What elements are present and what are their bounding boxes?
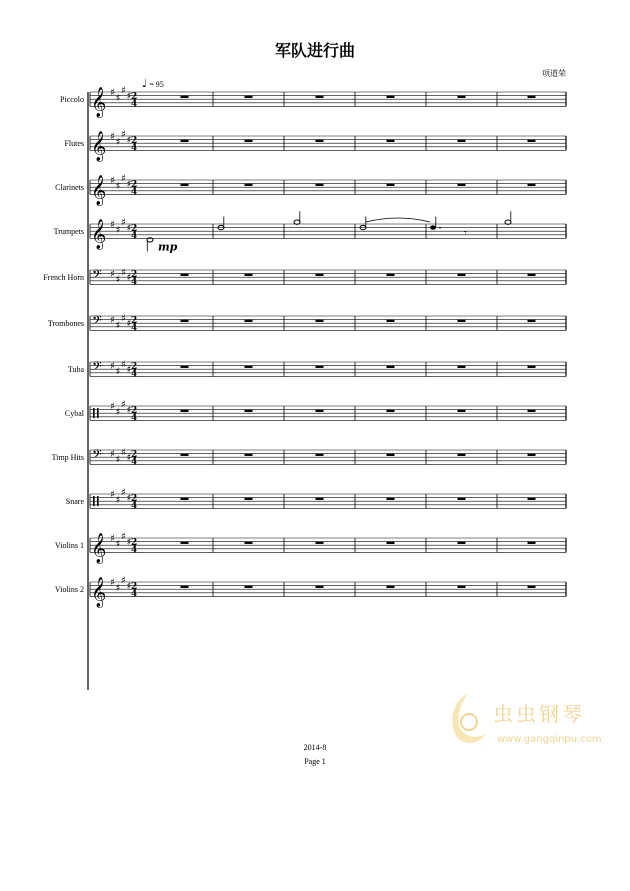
measure-rest — [387, 410, 395, 412]
time-signature-top: 2 — [131, 582, 138, 592]
sharp-icon: ♯ — [115, 494, 121, 506]
sharp-icon: ♯ — [110, 175, 115, 187]
treble-clef-icon: 𝄞 — [91, 533, 107, 564]
quarter-note-icon: ♩ — [142, 77, 148, 90]
measure-rest — [181, 498, 189, 500]
measure-rest — [245, 184, 253, 186]
time-signature-bottom: 4 — [131, 143, 138, 154]
measure-rest — [181, 274, 189, 276]
watermark-url: www.gangqinpu.com — [497, 734, 602, 745]
time-signature-top: 2 — [131, 180, 138, 190]
measure-rest — [245, 498, 253, 500]
measure-rest — [316, 96, 324, 98]
time-signature-bottom: 4 — [131, 457, 138, 468]
sharp-icon: ♯ — [121, 575, 126, 587]
sharp-icon: ♯ — [115, 406, 121, 418]
measure-rest — [245, 586, 253, 588]
sharp-icon: ♯ — [121, 85, 126, 97]
instrument-label: Cybal — [64, 409, 84, 418]
sharp-icon: ♯ — [115, 538, 121, 550]
sharp-icon: ♯ — [110, 87, 115, 99]
measure-rest — [458, 498, 466, 500]
measure-rest — [245, 274, 253, 276]
measure-rest — [181, 320, 189, 322]
footer-date: 2014-8 — [303, 743, 327, 752]
measure-rest — [245, 320, 253, 322]
time-signature-bottom: 4 — [131, 187, 138, 198]
sharp-icon: ♯ — [115, 274, 121, 286]
time-signature-top: 2 — [131, 494, 138, 504]
percussion-clef-icon — [93, 408, 95, 418]
measure-rest — [181, 184, 189, 186]
sharp-icon: ♯ — [110, 449, 115, 461]
measure-rest — [181, 586, 189, 588]
time-signature-top: 2 — [131, 92, 138, 102]
sharp-icon: ♯ — [126, 223, 132, 235]
sharp-icon: ♯ — [126, 318, 132, 330]
sharp-icon: ♯ — [110, 577, 115, 589]
watermark — [445, 690, 630, 760]
treble-clef-icon: 𝄞 — [91, 131, 107, 162]
bass-clef-icon: 𝄢 — [92, 447, 102, 465]
time-signature-bottom: 4 — [131, 231, 138, 242]
treble-clef-icon: 𝄞 — [91, 577, 107, 608]
quarter-note — [430, 225, 436, 229]
treble-clef-icon: 𝄞 — [91, 219, 107, 250]
sharp-icon: ♯ — [126, 364, 132, 376]
measure-rest — [316, 274, 324, 276]
sharp-icon: ♯ — [121, 531, 126, 543]
page-number: Page 1 — [304, 757, 326, 766]
measure-rest — [316, 366, 324, 368]
measure-rest — [458, 274, 466, 276]
sharp-icon: ♯ — [121, 313, 126, 325]
time-signature-bottom: 4 — [131, 369, 138, 380]
sharp-icon: ♯ — [126, 91, 132, 103]
measure-rest — [458, 586, 466, 588]
eighth-rest-icon: 𝄾 — [464, 228, 467, 239]
sharp-icon: ♯ — [126, 135, 132, 147]
watermark-text: 虫虫钢琴 — [493, 702, 585, 726]
sharp-icon: ♯ — [115, 92, 121, 104]
instrument-label: Snare — [65, 497, 84, 506]
measure-rest — [181, 366, 189, 368]
sharp-icon: ♯ — [126, 405, 132, 417]
measure-rest — [387, 140, 395, 142]
sharp-icon: ♯ — [126, 272, 132, 284]
sharp-icon: ♯ — [110, 219, 115, 231]
measure-rest — [528, 274, 536, 276]
time-signature-bottom: 4 — [131, 277, 138, 288]
watermark-logo-icon — [445, 690, 491, 750]
measure-rest — [181, 96, 189, 98]
measure-rest — [528, 410, 536, 412]
sharp-icon: ♯ — [115, 454, 121, 466]
sharp-icon: ♯ — [110, 361, 115, 373]
sharp-icon: ♯ — [126, 179, 132, 191]
instrument-label: French Horn — [43, 273, 84, 282]
measure-rest — [528, 454, 536, 456]
measure-rest — [528, 366, 536, 368]
measure-rest — [458, 320, 466, 322]
measure-rest — [316, 140, 324, 142]
sharp-icon: ♯ — [126, 581, 132, 593]
time-signature-bottom: 4 — [131, 323, 138, 334]
sharp-icon: ♯ — [110, 269, 115, 281]
sharp-icon: ♯ — [110, 401, 115, 413]
measure-rest — [245, 542, 253, 544]
sharp-icon: ♯ — [110, 315, 115, 327]
measure-rest — [316, 184, 324, 186]
tempo-value: = 95 — [149, 80, 164, 89]
measure-rest — [458, 184, 466, 186]
time-signature-top: 2 — [131, 316, 138, 326]
sharp-icon: ♯ — [115, 582, 121, 594]
time-signature-top: 2 — [131, 450, 138, 460]
treble-clef-icon: 𝄞 — [91, 175, 107, 206]
instrument-label: Violins 1 — [54, 541, 84, 550]
measure-rest — [528, 586, 536, 588]
sharp-icon: ♯ — [121, 267, 126, 279]
time-signature-bottom: 4 — [131, 501, 138, 512]
measure-rest — [245, 96, 253, 98]
measure-rest — [316, 586, 324, 588]
time-signature-top: 2 — [131, 136, 138, 146]
bass-clef-icon: 𝄢 — [92, 359, 102, 377]
time-signature-top: 2 — [131, 270, 138, 280]
bass-clef-icon: 𝄢 — [92, 313, 102, 331]
instrument-label: Timp Hits — [51, 453, 84, 462]
measure-rest — [387, 320, 395, 322]
sharp-icon: ♯ — [121, 129, 126, 141]
instrument-label: Trumpets — [53, 227, 84, 236]
sharp-icon: ♯ — [115, 136, 121, 148]
sharp-icon: ♯ — [121, 359, 126, 371]
instrument-label: Flutes — [64, 139, 84, 148]
measure-rest — [387, 96, 395, 98]
sharp-icon: ♯ — [115, 366, 121, 378]
measure-rest — [387, 498, 395, 500]
tie — [366, 218, 430, 222]
time-signature-top: 2 — [131, 406, 138, 416]
measure-rest — [387, 454, 395, 456]
measure-rest — [528, 96, 536, 98]
measure-rest — [387, 366, 395, 368]
sharp-icon: ♯ — [110, 533, 115, 545]
sharp-icon: ♯ — [126, 493, 132, 505]
measure-rest — [458, 454, 466, 456]
measure-rest — [528, 498, 536, 500]
sharp-icon: ♯ — [115, 180, 121, 192]
measure-rest — [245, 410, 253, 412]
measure-rest — [181, 542, 189, 544]
sharp-icon: ♯ — [121, 217, 126, 229]
time-signature-top: 2 — [131, 362, 138, 372]
time-signature-bottom: 4 — [131, 589, 138, 600]
sharp-icon: ♯ — [126, 537, 132, 549]
composer-name: 项道荣 — [542, 69, 566, 78]
sharp-icon: ♯ — [115, 320, 121, 332]
instrument-label: Clarinets — [55, 183, 84, 192]
percussion-clef-icon — [93, 496, 95, 506]
sharp-icon: ♯ — [121, 487, 126, 499]
measure-rest — [181, 454, 189, 456]
sharp-icon: ♯ — [115, 224, 121, 236]
measure-rest — [245, 366, 253, 368]
measure-rest — [245, 140, 253, 142]
measure-rest — [528, 320, 536, 322]
score-title: 军队进行曲 — [274, 41, 355, 60]
measure-rest — [316, 410, 324, 412]
bass-clef-icon: 𝄢 — [92, 267, 102, 285]
time-signature-bottom: 4 — [131, 99, 138, 110]
measure-rest — [245, 454, 253, 456]
measure-rest — [387, 274, 395, 276]
measure-rest — [458, 410, 466, 412]
measure-rest — [316, 542, 324, 544]
sharp-icon: ♯ — [110, 489, 115, 501]
measure-rest — [458, 542, 466, 544]
measure-rest — [387, 542, 395, 544]
measure-rest — [316, 498, 324, 500]
percussion-clef-icon — [97, 496, 99, 506]
sharp-icon: ♯ — [126, 452, 132, 464]
measure-rest — [387, 586, 395, 588]
instrument-label: Tuba — [67, 365, 84, 374]
measure-rest — [528, 140, 536, 142]
time-signature-top: 2 — [131, 538, 138, 548]
time-signature-bottom: 4 — [131, 545, 138, 556]
measure-rest — [316, 320, 324, 322]
time-signature-top: 2 — [131, 224, 138, 234]
measure-rest — [458, 366, 466, 368]
sharp-icon: ♯ — [121, 173, 126, 185]
note-dot — [439, 227, 441, 229]
measure-rest — [528, 184, 536, 186]
sharp-icon: ♯ — [110, 131, 115, 143]
percussion-clef-icon — [97, 408, 99, 418]
measure-rest — [458, 96, 466, 98]
sharp-icon: ♯ — [121, 399, 126, 411]
measure-rest — [316, 454, 324, 456]
instrument-label: Violins 2 — [54, 585, 84, 594]
instrument-label: Trombones — [47, 319, 84, 328]
treble-clef-icon: 𝄞 — [91, 87, 107, 118]
time-signature-bottom: 4 — [131, 413, 138, 424]
sharp-icon: ♯ — [121, 447, 126, 459]
measure-rest — [458, 140, 466, 142]
measure-rest — [528, 542, 536, 544]
instrument-label: Piccolo — [60, 95, 84, 104]
measure-rest — [181, 140, 189, 142]
measure-rest — [181, 410, 189, 412]
dynamic-marking: mp — [158, 240, 178, 254]
measure-rest — [387, 184, 395, 186]
